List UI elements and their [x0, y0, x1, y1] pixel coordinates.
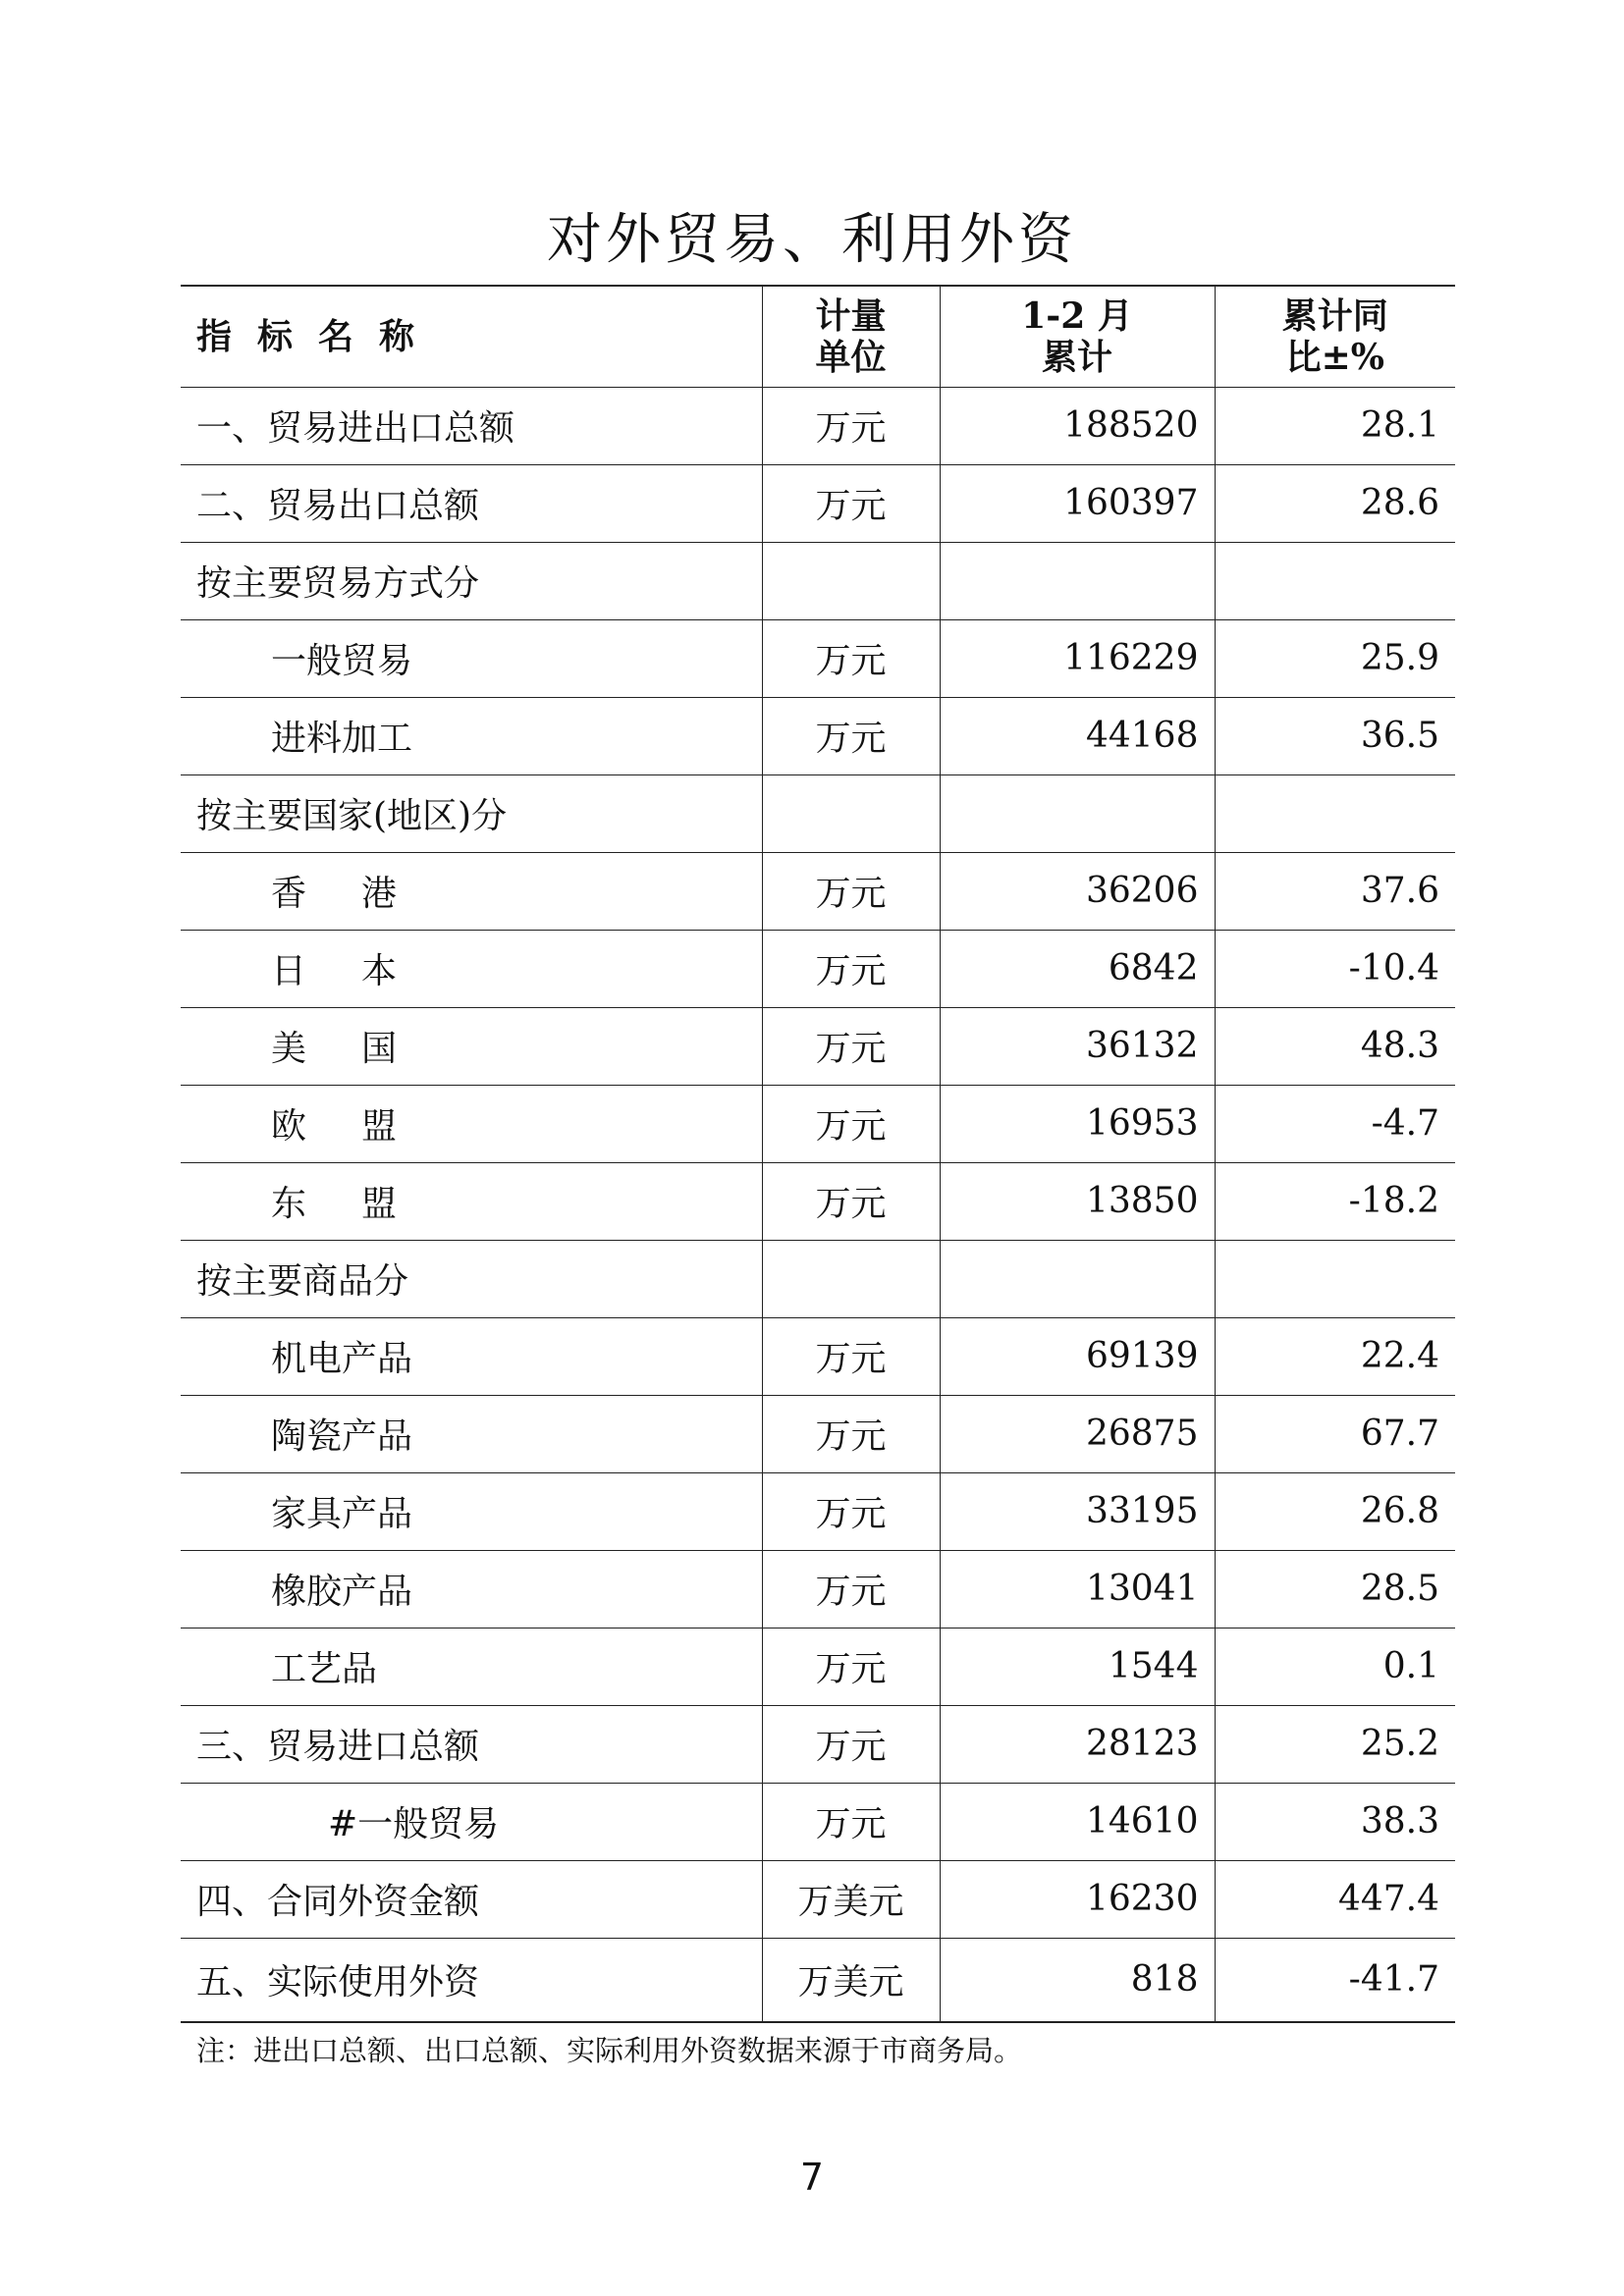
row-unit: 万元 — [762, 1628, 940, 1705]
row-value: 69139 — [940, 1317, 1215, 1395]
row-name: 香港 — [181, 852, 762, 930]
row-yoy: 22.4 — [1215, 1317, 1455, 1395]
row-name: 三、贸易进口总额 — [181, 1705, 762, 1783]
row-yoy: -18.2 — [1215, 1162, 1455, 1240]
page-number: 7 — [799, 2156, 825, 2199]
table-row — [181, 1550, 1455, 1628]
row-yoy: -10.4 — [1215, 930, 1455, 1007]
row-unit: 万元 — [762, 1472, 940, 1550]
footnote: 注：进出口总额、出口总额、实际利用外资数据来源于市商务局。 — [196, 2034, 1023, 2067]
row-unit: 万元 — [762, 1395, 940, 1472]
row-name: 陶瓷产品 — [181, 1395, 762, 1472]
row-unit: 万元 — [762, 619, 940, 697]
row-value: 14610 — [940, 1783, 1215, 1860]
row-value: 16230 — [940, 1860, 1215, 1938]
row-unit: 万元 — [762, 1550, 940, 1628]
row-name: 四、合同外资金额 — [181, 1860, 762, 1938]
row-name: 一般贸易 — [181, 619, 762, 697]
row-unit: 万元 — [762, 930, 940, 1007]
header-yoy-line2: 比±% — [1285, 336, 1384, 378]
row-unit: 万元 — [762, 1162, 940, 1240]
row-yoy: 0.1 — [1215, 1628, 1455, 1705]
row-unit: 万元 — [762, 1705, 940, 1783]
table-section-row — [181, 1240, 1455, 1317]
row-unit: 万元 — [762, 1317, 940, 1395]
row-value: 13850 — [940, 1162, 1215, 1240]
row-yoy: 48.3 — [1215, 1007, 1455, 1085]
row-yoy: 28.6 — [1215, 464, 1455, 542]
row-name: #一般贸易 — [181, 1783, 762, 1860]
row-name: 家具产品 — [181, 1472, 762, 1550]
row-name: 进料加工 — [181, 697, 762, 774]
row-unit — [762, 774, 940, 852]
row-yoy: 25.2 — [1215, 1705, 1455, 1783]
table-section-row — [181, 774, 1455, 852]
header-cumulative-line2: 累计 — [1041, 336, 1112, 378]
row-value: 36206 — [940, 852, 1215, 930]
table-row — [181, 1317, 1455, 1395]
section-name: 按主要国家(地区)分 — [181, 774, 762, 852]
row-yoy: 37.6 — [1215, 852, 1455, 930]
table-row — [181, 1628, 1455, 1705]
table-row — [181, 619, 1455, 697]
header-cumulative-line1: 1-2 月 — [1021, 294, 1133, 337]
table-row — [181, 852, 1455, 930]
row-yoy — [1215, 542, 1455, 619]
row-unit: 万元 — [762, 387, 940, 464]
table-row — [181, 1472, 1455, 1550]
table-row — [181, 1705, 1455, 1783]
row-name: 机电产品 — [181, 1317, 762, 1395]
table-header-row — [181, 286, 1455, 387]
row-unit: 万元 — [762, 1085, 940, 1162]
table-row — [181, 930, 1455, 1007]
header-unit-line1: 计量 — [815, 294, 887, 337]
row-yoy: 28.5 — [1215, 1550, 1455, 1628]
section-name: 按主要贸易方式分 — [181, 542, 762, 619]
table-row — [181, 387, 1455, 464]
table-row — [181, 464, 1455, 542]
table-row — [181, 697, 1455, 774]
row-value: 818 — [940, 1938, 1215, 2022]
row-name: 二、贸易出口总额 — [181, 464, 762, 542]
trade-statistics-table — [181, 285, 1455, 2023]
row-value: 160397 — [940, 464, 1215, 542]
row-value — [940, 1240, 1215, 1317]
row-value: 44168 — [940, 697, 1215, 774]
row-yoy — [1215, 774, 1455, 852]
row-value — [940, 542, 1215, 619]
page-title: 对外贸易、利用外资 — [547, 208, 1077, 272]
row-name: 一、贸易进出口总额 — [181, 387, 762, 464]
row-yoy: 28.1 — [1215, 387, 1455, 464]
row-value: 36132 — [940, 1007, 1215, 1085]
row-value: 16953 — [940, 1085, 1215, 1162]
row-unit — [762, 1240, 940, 1317]
row-value: 33195 — [940, 1472, 1215, 1550]
row-name: 工艺品 — [181, 1628, 762, 1705]
row-yoy: -41.7 — [1215, 1938, 1455, 2022]
header-yoy — [1215, 286, 1455, 387]
row-yoy: 26.8 — [1215, 1472, 1455, 1550]
row-value: 1544 — [940, 1628, 1215, 1705]
row-unit: 万元 — [762, 697, 940, 774]
table-row — [181, 1938, 1455, 2022]
table-row — [181, 1162, 1455, 1240]
header-indicator-name: 指标名称 — [181, 286, 762, 387]
row-value: 188520 — [940, 387, 1215, 464]
row-unit — [762, 542, 940, 619]
header-cumulative — [940, 286, 1215, 387]
row-unit: 万元 — [762, 1007, 940, 1085]
row-yoy: 447.4 — [1215, 1860, 1455, 1938]
row-name: 欧盟 — [181, 1085, 762, 1162]
row-yoy — [1215, 1240, 1455, 1317]
header-unit — [762, 286, 940, 387]
table-row — [181, 1085, 1455, 1162]
table-row — [181, 1783, 1455, 1860]
row-value: 6842 — [940, 930, 1215, 1007]
row-name: 橡胶产品 — [181, 1550, 762, 1628]
row-yoy: 67.7 — [1215, 1395, 1455, 1472]
table-row — [181, 1395, 1455, 1472]
row-unit: 万元 — [762, 852, 940, 930]
row-value: 13041 — [940, 1550, 1215, 1628]
row-unit: 万美元 — [762, 1938, 940, 2022]
row-value — [940, 774, 1215, 852]
row-yoy: 38.3 — [1215, 1783, 1455, 1860]
row-unit: 万美元 — [762, 1860, 940, 1938]
row-unit: 万元 — [762, 1783, 940, 1860]
header-unit-line2: 单位 — [815, 336, 887, 378]
header-yoy-line1: 累计同 — [1281, 294, 1388, 337]
row-value: 26875 — [940, 1395, 1215, 1472]
row-value: 116229 — [940, 619, 1215, 697]
row-value: 28123 — [940, 1705, 1215, 1783]
row-yoy: -4.7 — [1215, 1085, 1455, 1162]
section-name: 按主要商品分 — [181, 1240, 762, 1317]
table-section-row — [181, 542, 1455, 619]
table-row — [181, 1007, 1455, 1085]
row-unit: 万元 — [762, 464, 940, 542]
row-yoy: 36.5 — [1215, 697, 1455, 774]
row-yoy: 25.9 — [1215, 619, 1455, 697]
row-name: 美国 — [181, 1007, 762, 1085]
row-name: 东盟 — [181, 1162, 762, 1240]
row-name: 日本 — [181, 930, 762, 1007]
table-row — [181, 1860, 1455, 1938]
row-name: 五、实际使用外资 — [181, 1938, 762, 2022]
